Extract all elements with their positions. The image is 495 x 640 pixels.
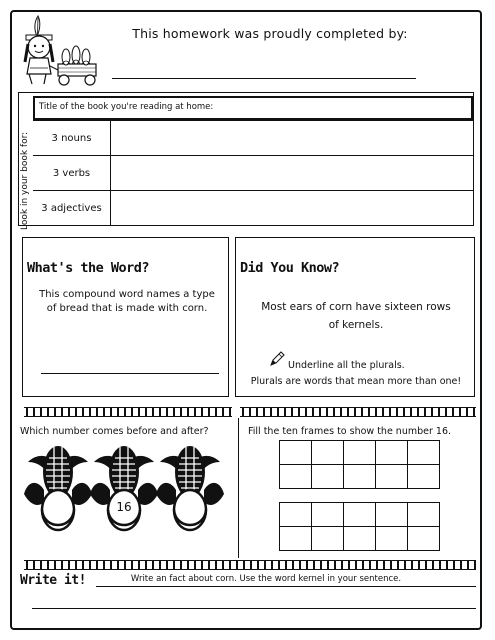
ten-frame-cell[interactable] — [344, 465, 376, 489]
ten-frames-prompt: Fill the ten frames to show the number 16. — [248, 426, 452, 437]
ten-frame-cell[interactable] — [280, 527, 312, 551]
whats-the-word-text: This compound word names a type of bread that is made with corn. — [39, 289, 215, 314]
adjectives-label: 3 adjectives — [33, 191, 111, 226]
pencil-icon — [268, 350, 286, 368]
decorative-strip-left — [24, 407, 232, 417]
ten-frame-cell[interactable] — [408, 441, 440, 465]
ten-frame-cell[interactable] — [408, 503, 440, 527]
reading-table — [18, 92, 474, 226]
ten-frame-cell[interactable] — [280, 441, 312, 465]
whats-the-word-box — [22, 237, 229, 397]
name-line[interactable] — [112, 78, 416, 79]
did-you-know-heading: Did You Know? — [240, 260, 340, 276]
write-it-prompt: Write an fact about corn. Use the word kernel in your sentence. — [130, 574, 402, 584]
write-it-line[interactable] — [96, 586, 476, 587]
ten-frame-cell[interactable] — [376, 527, 408, 551]
ten-frame-cell[interactable] — [344, 441, 376, 465]
write-it-line-2[interactable] — [32, 608, 476, 609]
nouns-label: 3 nouns — [33, 121, 111, 156]
ten-frame-cell[interactable] — [312, 441, 344, 465]
verbs-row[interactable] — [33, 155, 474, 190]
ten-frame-cell[interactable] — [312, 503, 344, 527]
ten-frame-cell[interactable] — [408, 465, 440, 489]
decorative-strip-bottom — [24, 560, 476, 570]
underline-instruction: Underline all the plurals. — [288, 360, 405, 371]
nouns-row[interactable] — [33, 120, 474, 155]
ten-frame-cell[interactable] — [344, 527, 376, 551]
child-with-wagon-illustration — [14, 14, 104, 90]
ten-frame-cell[interactable] — [376, 503, 408, 527]
ten-frame-cell[interactable] — [376, 465, 408, 489]
adjectives-row[interactable] — [33, 190, 474, 226]
page-title: This homework was proudly completed by: — [132, 26, 408, 41]
book-title-field[interactable] — [33, 96, 473, 120]
write-it-heading: Write it! — [20, 573, 86, 588]
verbs-label: 3 verbs — [33, 156, 111, 191]
ten-frame-cell[interactable] — [408, 527, 440, 551]
ten-frame-cell[interactable] — [280, 503, 312, 527]
whats-the-word-heading: What's the Word? — [27, 260, 150, 276]
did-you-know-text: Most ears of corn have sixteen rows of kernels. — [261, 301, 451, 331]
side-label-text: Look in your book for: — [20, 131, 30, 230]
ten-frame-cell[interactable] — [280, 465, 312, 489]
decorative-strip-right — [240, 407, 476, 417]
book-title-prompt: Title of the book you're reading at home: — [39, 102, 214, 112]
ten-frame-2 — [279, 502, 440, 551]
ten-frame-cell[interactable] — [344, 503, 376, 527]
ten-frame-cell[interactable] — [312, 465, 344, 489]
ten-frame-cell[interactable] — [376, 441, 408, 465]
middle-number: 16 — [116, 500, 132, 514]
number-prompt: Which number comes before and after? — [20, 426, 209, 437]
plurals-definition: Plurals are words that mean more than one! — [250, 376, 462, 387]
before-number-blank[interactable] — [100, 445, 148, 465]
did-you-know-box — [235, 237, 475, 397]
ten-frame-cell[interactable] — [312, 527, 344, 551]
vertical-divider — [238, 418, 239, 558]
answer-line[interactable] — [41, 373, 219, 374]
ten-frame-1 — [279, 440, 440, 489]
